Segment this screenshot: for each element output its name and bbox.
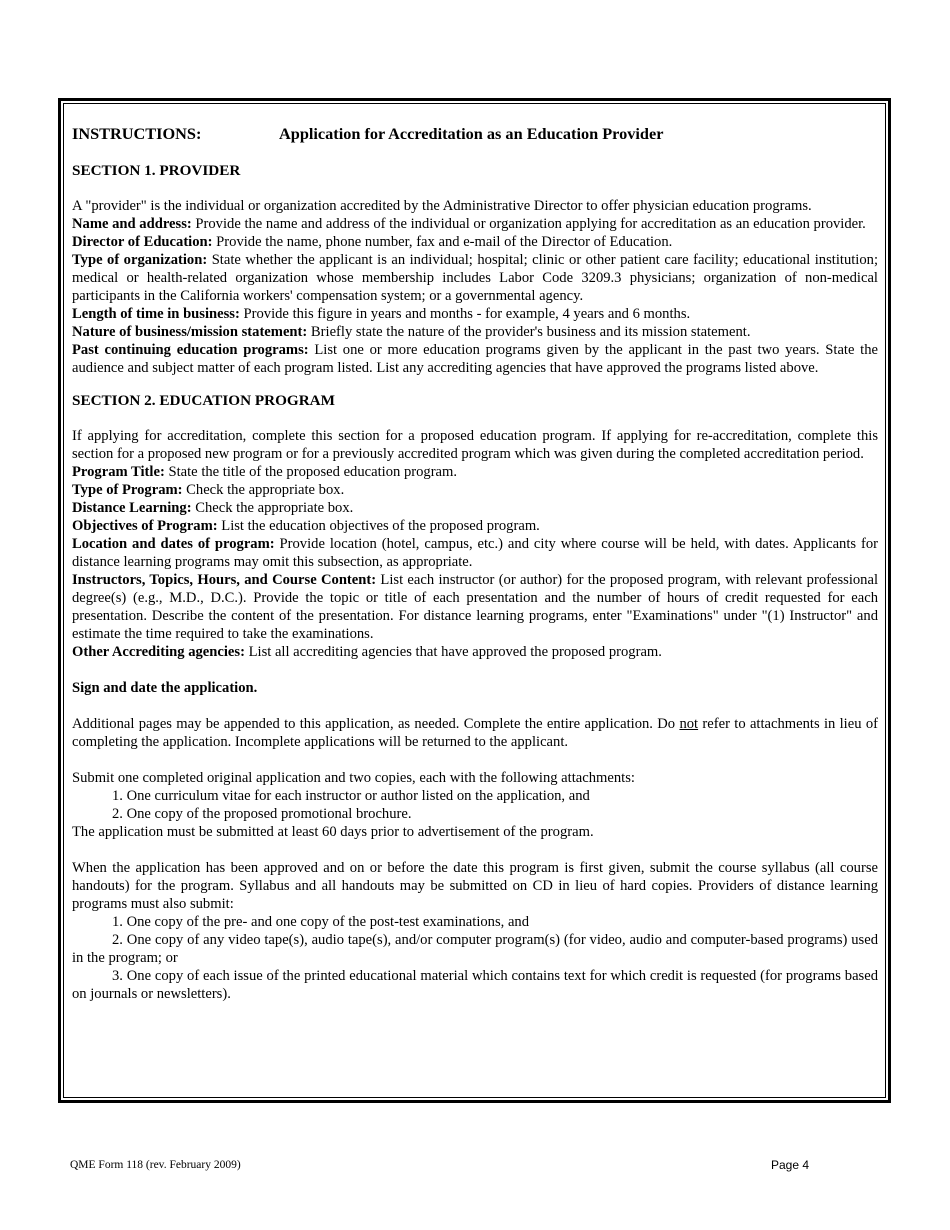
additional-pages-note — [72, 715, 878, 751]
item-term: Instructors, Topics, Hours, and Course Content: — [72, 572, 377, 588]
section2-item — [72, 643, 878, 661]
additional-text: refer to attachments in lieu of completing the application. Incomplete applications will be returned to the applicant. — [72, 716, 878, 750]
additional-text: Additional pages may be appended to this application, as needed. Complete the entire application. Do — [72, 716, 680, 732]
section1-item — [72, 251, 878, 305]
list-item: 1. One copy of the pre- and one copy of the post-test examinations, and — [112, 914, 530, 930]
item-term: Objectives of Program: — [72, 518, 218, 534]
item-term: Nature of business/mission statement: — [72, 324, 308, 340]
page-number: Page 4 — [771, 1158, 810, 1172]
section1-item — [72, 215, 878, 233]
section2-heading: SECTION 2. EDUCATION PROGRAM — [72, 392, 335, 409]
item-text: List each instructor (or author) for the proposed program, with relevant professional degree(s) (e.g., M.D., D.C.). Provide the topic or title of each presentation and the number of hours of credit requested for each presentation. Describe the content of the presentation. For distance learning programs, enter "Examinations" under "(1) Instructor" and estimate the time required to take the examinations. — [72, 572, 878, 642]
item-text: State the title of the proposed education program. — [168, 464, 458, 480]
section2-item — [72, 535, 878, 571]
item-text: Provide the name and address of the individual or organization applying for accreditation as an education provider. — [195, 216, 866, 232]
document-title: Application for Accreditation as an Education Provider — [279, 124, 664, 143]
section2-item — [72, 571, 878, 643]
item-term: Other Accrediting agencies: — [72, 644, 245, 660]
list-item: 2. One copy of any video tape(s), audio tape(s), and/or computer program(s) (for video, audio and computer-based programs) used in the program; or — [72, 932, 878, 966]
item-text: State whether the applicant is an individual; hospital; clinic or other patient care facility; educational institution; medical or health-related organization whose membership includes Labor Code 3209.3 physicians; organization of non-medical participants in the California workers' compensation system; or a governmental agency. — [72, 252, 878, 304]
section1-item — [72, 341, 878, 377]
list-item: 2. One copy of the proposed promotional brochure. — [112, 806, 412, 822]
item-text: Provide the name, phone number, fax and e-mail of the Director of Education. — [216, 234, 673, 250]
section2-item — [72, 499, 878, 517]
item-term: Director of Education: — [72, 234, 213, 250]
item-text: Briefly state the nature of the provider's business and its mission statement. — [310, 324, 751, 340]
section1-item — [72, 305, 878, 323]
sign-instruction — [72, 679, 878, 697]
item-text: List one or more education programs given by the applicant in the past two years. State the audience and subject matter of each program listed. List any accrediting agencies that have approved the programs listed above. — [72, 342, 878, 376]
item-text: List all accrediting agencies that have approved the proposed program. — [248, 644, 662, 660]
item-text: Check the appropriate box. — [195, 500, 354, 516]
item-term: Location and dates of program: — [72, 536, 275, 552]
item-term: Program Title: — [72, 464, 165, 480]
submit-intro: Submit one completed original application and two copies, each with the following attachments: — [72, 770, 635, 786]
item-text: Provide this figure in years and months - for example, 4 years and 6 months. — [243, 306, 691, 322]
sign-text: Sign and date the application. — [72, 680, 258, 696]
item-text: Provide location (hotel, campus, etc.) and city where course will be held, with dates. Applicants for distance learning programs may omit this subsection, as appropriate. — [72, 536, 878, 570]
section2-item — [72, 481, 878, 499]
item-term: Length of time in business: — [72, 306, 240, 322]
item-text: Check the appropriate box. — [186, 482, 345, 498]
instructions-content — [72, 125, 878, 1003]
underlined-not: not — [679, 716, 699, 732]
item-text: List the education objectives of the proposed program. — [221, 518, 540, 534]
section1-intro: A "provider" is the individual or organization accredited by the Administrative Director to offer physician education programs. — [72, 198, 812, 214]
item-term: Past continuing education programs: — [72, 342, 309, 358]
section2-intro: If applying for accreditation, complete this section for a proposed education program. If applying for re-accreditation, complete this section for a proposed new program or for a previously accredited program which was given during the completed accreditation period. — [72, 428, 878, 462]
item-term: Type of Program: — [72, 482, 183, 498]
item-term: Name and address: — [72, 216, 192, 232]
section2-item — [72, 463, 878, 481]
document-title-row — [72, 125, 878, 147]
item-term: Distance Learning: — [72, 500, 192, 516]
item-term: Type of organization: — [72, 252, 208, 268]
list-item: 1. One curriculum vitae for each instructor or author listed on the application, and — [112, 788, 590, 804]
approved-intro: When the application has been approved and on or before the date this program is first given, submit the course syllabus (all course handouts) for the program. Syllabus and all handouts may be submitted on CD in lieu of hard copies. Providers of distance learning programs must also submit: — [72, 860, 878, 912]
section1-item — [72, 233, 878, 251]
section2-item — [72, 517, 878, 535]
section1-item — [72, 323, 878, 341]
form-number: QME Form 118 (rev. February 2009) — [70, 1159, 241, 1171]
submit-deadline: The application must be submitted at least 60 days prior to advertisement of the program. — [72, 824, 594, 840]
instructions-label: INSTRUCTIONS: — [72, 124, 202, 143]
section1-heading: SECTION 1. PROVIDER — [72, 162, 241, 179]
list-item: 3. One copy of each issue of the printed educational material which contains text for which credit is requested (for programs based on journals or newsletters). — [72, 968, 878, 1002]
